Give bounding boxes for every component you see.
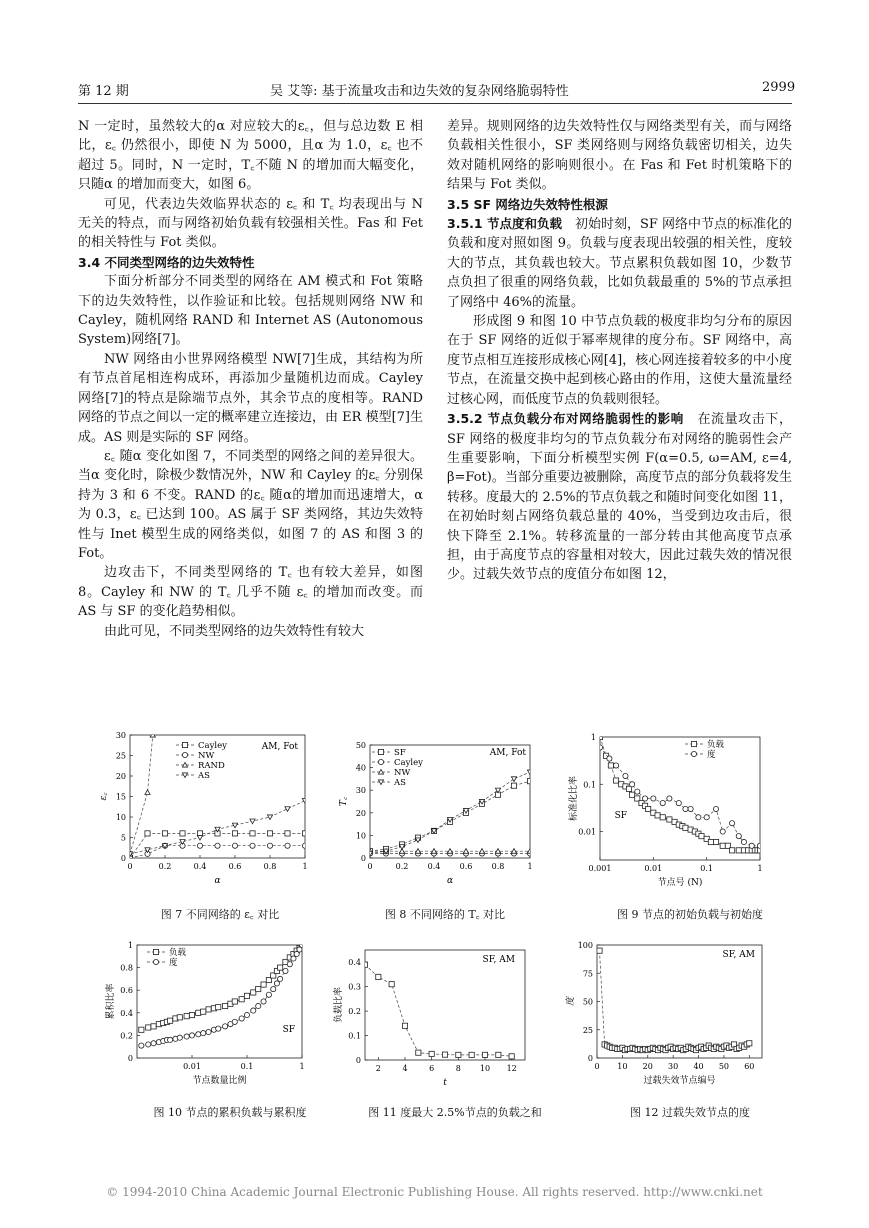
- data-point: [232, 843, 237, 848]
- paragraph: 形成图 9 和图 10 中节点负载的极度非均匀分布的原因在于 SF 网络的近似于幂率规律的度分布。SF 网络中，高度节点相互连接形成核心网[4]，核心网连接着较多的中小度节点，在流量交换中起到核心路由的作用，这使大量流量经过核心网，而低度节点的负载则很轻。: [447, 314, 792, 407]
- data-point: [416, 1050, 421, 1055]
- figure-10: [95, 940, 320, 1100]
- y-tick-label: 50: [355, 741, 366, 750]
- series-line: [365, 965, 512, 1057]
- y-tick-label: 0.4: [348, 958, 361, 968]
- series-line: [141, 945, 302, 1030]
- x-tick-label: 1: [302, 862, 308, 871]
- plot-frame: [130, 735, 305, 858]
- y-axis-label: 标准化比率: [569, 775, 579, 822]
- y-tick-label: 1: [127, 941, 133, 950]
- data-point: [378, 759, 383, 764]
- y-tick-label: 0.6: [120, 986, 133, 996]
- series-3: [127, 671, 160, 856]
- x-axis-label: 节点数量比例: [192, 1076, 247, 1086]
- paragraph: 差异。规则网络的边失效特性仅与网络类型有关，而与网络负载相关性很小，SF 类网络则与网络负载密切相关，边失效对随机网络的影响则很小。在 Fas 和 Fet 时机策略下的结果与 Fot 类似。: [447, 119, 792, 193]
- plot-area: [362, 962, 514, 1059]
- y-axis-label: 度: [566, 996, 576, 1007]
- legend-label: AS: [198, 771, 210, 781]
- data-point: [274, 981, 279, 986]
- y-tick-label: 50: [582, 997, 593, 1007]
- plot-frame: [597, 945, 762, 1058]
- y-tick-label: 10: [355, 831, 366, 841]
- data-point: [720, 843, 725, 848]
- figure-11: [325, 940, 535, 1100]
- x-tick-label: 0: [594, 1062, 600, 1071]
- plot-frame: [600, 737, 760, 860]
- figure-12: [555, 940, 785, 1100]
- data-point: [623, 773, 628, 778]
- caption-fig12: 图 12 过载失效节点的度: [630, 1106, 750, 1119]
- data-point: [216, 1026, 221, 1031]
- x-tick-label: 0: [367, 862, 373, 871]
- data-point: [244, 993, 249, 998]
- data-point: [730, 821, 735, 826]
- legend-label: 负载: [169, 948, 187, 958]
- plot-area: [139, 942, 305, 1048]
- y-tick-label: 25: [582, 1025, 593, 1035]
- data-point: [201, 1009, 206, 1014]
- data-point: [189, 1033, 194, 1038]
- data-point: [232, 831, 237, 836]
- data-point: [145, 790, 150, 795]
- x-tick-label: 0.8: [263, 862, 277, 871]
- data-point: [250, 831, 255, 836]
- y-tick-label: 0: [355, 1056, 361, 1065]
- x-tick-label: 1: [299, 1062, 305, 1071]
- paragraph: 边攻击下，不同类型网络的 T꜀ 也有较大差异，如图 8。Cayley 和 NW 的 T꜀ 几乎不随 ε꜀ 的增加而改变。而 AS 与 SF 的变化趋势相似。: [78, 565, 423, 620]
- data-point: [691, 751, 696, 756]
- subsection-paragraph: [447, 214, 792, 312]
- x-tick-label: 0.6: [459, 862, 473, 871]
- chart-annotation: SF, AM: [722, 950, 755, 960]
- plot-area: [367, 770, 532, 856]
- data-point: [278, 976, 283, 981]
- data-point: [180, 831, 185, 836]
- x-tick-label: 1: [527, 862, 533, 871]
- data-point: [285, 843, 290, 848]
- x-axis-label: 节点号 (N): [657, 878, 703, 888]
- data-point: [527, 770, 532, 775]
- data-point: [151, 1024, 156, 1029]
- data-point: [239, 997, 244, 1002]
- left-text-column: [78, 117, 423, 641]
- series-1: [139, 942, 305, 1032]
- paragraph: 由此可见，不同类型网络的边失效特性有较大: [104, 623, 365, 639]
- data-point: [683, 825, 688, 830]
- data-point: [256, 986, 261, 991]
- y-axis-label: 负载比率: [334, 986, 344, 1024]
- legend-label: RAND: [198, 761, 225, 771]
- series-4: [367, 770, 532, 856]
- data-point: [201, 1031, 206, 1036]
- data-point: [291, 956, 296, 961]
- data-point: [155, 671, 160, 676]
- paragraph: N 一定时，虽然较大的α 对应较大的ε꜀，但与总边数 E 相比，ε꜀ 仍然很小，即使 N 为 5000，且α 为 1.0，ε꜀ 也不超过 5。同时，N 一定时，T꜀不随 N 的增加而大幅变化，只随α 的增加而变大，如图 6。: [78, 119, 423, 193]
- y-axis-label: 累积比率: [106, 983, 116, 1020]
- data-point: [151, 1041, 156, 1046]
- data-point: [146, 1042, 151, 1047]
- data-point: [278, 965, 283, 970]
- subsection-heading: 3.5.2 节点负载分布对网络脆弱性的影响: [447, 411, 684, 427]
- legend-label: 度: [169, 958, 178, 968]
- data-point: [145, 831, 150, 836]
- x-tick-label: 0.8: [491, 862, 505, 871]
- x-tick-label: 0.6: [228, 862, 242, 871]
- data-point: [206, 1007, 211, 1012]
- series-line: [600, 748, 760, 846]
- x-tick-label: 12: [506, 1064, 517, 1073]
- x-tick-label: 10: [479, 1064, 491, 1073]
- data-point: [251, 990, 256, 995]
- data-point: [696, 815, 701, 820]
- y-tick-label: 0: [120, 854, 126, 863]
- data-point: [667, 817, 672, 822]
- data-point: [182, 742, 187, 747]
- caption-fig7: 图 7 不同网络的 ε꜀ 对比: [160, 908, 280, 921]
- x-tick-label: 0.01: [644, 864, 663, 873]
- data-point: [651, 796, 656, 801]
- x-tick-label: 1: [757, 864, 763, 873]
- y-tick-label: 15: [115, 792, 126, 802]
- legend-label: NW: [198, 751, 215, 761]
- x-tick-label: 0.4: [427, 862, 441, 871]
- caption-fig8: 图 8 不同网络的 T꜀ 对比: [384, 908, 506, 921]
- data-point: [196, 1032, 201, 1037]
- data-point: [168, 1018, 173, 1023]
- chart-annotation: SF: [614, 811, 627, 821]
- x-tick-label: 60: [744, 1062, 755, 1071]
- legend-label: AS: [394, 778, 406, 788]
- x-tick-label: 0.2: [158, 862, 172, 871]
- x-tick-label: 0.2: [395, 862, 409, 871]
- data-point: [271, 986, 276, 991]
- plot-frame: [365, 950, 525, 1060]
- y-tick-label: 100: [577, 941, 593, 950]
- x-tick-label: 0.1: [700, 864, 714, 873]
- y-tick-label: 20: [355, 808, 366, 818]
- y-tick-label: 10: [115, 813, 126, 822]
- y-tick-label: 0.3: [348, 982, 361, 992]
- data-point: [660, 800, 665, 805]
- data-point: [660, 815, 665, 820]
- data-point: [757, 843, 762, 848]
- y-axis-label: ε꜀: [99, 792, 109, 801]
- data-point: [232, 1019, 237, 1024]
- data-point: [177, 1015, 182, 1020]
- x-tick-label: 0.01: [183, 1062, 201, 1071]
- data-point: [630, 792, 635, 797]
- data-point: [302, 843, 307, 848]
- legend-label: SF: [394, 748, 406, 758]
- header-title: 吴 艾等: 基于流量攻击和边失效的复杂网络脆弱特性: [270, 84, 569, 99]
- data-point: [153, 959, 158, 964]
- data-point: [699, 834, 704, 839]
- x-tick-label: 4: [402, 1064, 408, 1073]
- data-point: [527, 779, 532, 784]
- paragraph: NW 网络由小世界网络模型 NW[7]生成，其结构为所有节点首尾相连构成环，再添加少量随机边而成。Cayley 网络[7]的特点是除端节点外，其余节点的度相等。RAND 网络的节点之间以一定的概率建立连接边，由 ER 模型[7]生成。AS 则是实际的 SF 网络。: [78, 351, 423, 445]
- legend-label: 度: [707, 750, 716, 760]
- data-point: [527, 849, 532, 854]
- paragraph-text: 初始时刻，SF 网络中节点的标准化的负载和度对照如图 9。负载与度表现出较强的相关性，度较大的节点，其负载也较大。节点累积负载如图 10，少数节点负担了很重的网络负载，比如负载最重的 5%的节点承担了网络中 46%的流量。: [447, 217, 793, 310]
- series-2: [597, 745, 762, 848]
- data-point: [162, 831, 167, 836]
- data-point: [139, 1027, 144, 1032]
- data-point: [720, 829, 725, 834]
- data-point: [196, 1010, 201, 1015]
- y-tick-label: 0.4: [120, 1008, 133, 1018]
- data-point: [206, 1029, 211, 1034]
- series-line: [370, 781, 530, 851]
- plot-area: [597, 734, 762, 853]
- x-tick-label: 0: [127, 862, 133, 871]
- data-point: [496, 1052, 501, 1057]
- data-point: [747, 1041, 752, 1046]
- data-point: [613, 763, 618, 768]
- x-tick-label: 0.4: [193, 862, 207, 871]
- paragraph: 下面分析部分不同类型的网络在 AM 模式和 Fot 策略下的边失效特性，以作验证和比较。包括规则网络 NW 和 Cayley，随机网络 RAND 和 Internet AS (Autonomous System)网络[7]。: [78, 274, 423, 348]
- y-tick-label: 0.01: [578, 827, 596, 837]
- y-tick-label: 0: [587, 1054, 593, 1063]
- chart-annotation: SF, AM: [482, 955, 515, 965]
- y-tick-label: 0.1: [583, 780, 596, 790]
- data-point: [285, 807, 290, 812]
- caption-fig11: 图 11 度最大 2.5%节点的负载之和: [368, 1106, 542, 1119]
- data-point: [266, 992, 271, 997]
- data-point: [389, 982, 394, 987]
- data-point: [189, 1012, 194, 1017]
- paragraph: 可见，代表边失效临界状态的 ε꜀ 和 T꜀ 均表现出与 N 无关的特点，而与网络初始负载有较强相关性。Fas 和 Fet 的相关特性与 Fot 类似。: [78, 196, 423, 251]
- data-point: [597, 734, 602, 739]
- y-tick-label: 20: [115, 772, 126, 781]
- y-tick-label: 0.2: [120, 1031, 133, 1041]
- x-tick-label: 0.1: [240, 1062, 254, 1071]
- data-point: [655, 813, 660, 818]
- data-point: [184, 1014, 189, 1019]
- y-tick-label: 75: [582, 969, 593, 979]
- data-point: [642, 796, 647, 801]
- data-point: [267, 831, 272, 836]
- data-point: [287, 962, 292, 967]
- data-point: [511, 777, 516, 782]
- right-text-column: [447, 117, 792, 585]
- data-point: [511, 783, 516, 788]
- header-rule: [78, 103, 792, 104]
- data-point: [153, 949, 158, 954]
- paragraph-text: 在流量攻击下，SF 网络的极度非均匀的节点负载分布对网络的脆弱性会产生重要影响，下面分析模型实例 F(α=0.5, ω=AM, ε=4, β=Fot)。当部分重要边被删除，高度节点的部分负载将发生转移。度最大的 2.5%的节点负载之和随时间变化如图 11，在初始时刻占网络负载总量的 40%，当受到边攻击后，很快下降至 2.1%。转移流量的一部分转由其他高度节点承担，由于高度节点的容量相对较大，因此过载失效的情况很少。过载失效节点的度值分布如图 12，: [447, 412, 792, 583]
- data-point: [708, 839, 713, 844]
- data-point: [267, 815, 272, 820]
- figure-7: [100, 730, 310, 895]
- data-point: [250, 843, 255, 848]
- data-point: [239, 1016, 244, 1021]
- data-point: [177, 1035, 182, 1040]
- data-point: [429, 1051, 434, 1056]
- paragraph: ε꜀ 随α 变化如图 7，不同类型的网络之间的差异很大。当α 变化时，除极少数情况外，NW 和 Cayley 的ε꜀ 分别保持为 3 和 6 不变。RAND 的ε꜀ 随α的增加而迅速增大，α 为 0.3，ε꜀ 已达到 100。AS 属于 SF 类网络，其边失效特性与 Inet 模型生成的网络类似，如图 7 的 AS 和图 3 的 Fot。: [78, 448, 423, 561]
- data-point: [223, 1024, 228, 1029]
- data-point: [261, 982, 266, 987]
- data-point: [223, 1003, 228, 1008]
- series-line: [600, 737, 760, 850]
- data-point: [402, 1023, 407, 1028]
- series-1: [362, 962, 514, 1059]
- data-point: [646, 806, 651, 811]
- data-point: [704, 815, 709, 820]
- legend-label: NW: [394, 768, 411, 778]
- data-point: [456, 1052, 461, 1057]
- data-point: [736, 834, 741, 839]
- y-tick-label: 40: [355, 763, 366, 773]
- data-point: [146, 1025, 151, 1030]
- y-tick-label: 0: [127, 1054, 133, 1063]
- data-point: [216, 1005, 221, 1010]
- data-point: [741, 839, 746, 844]
- data-point: [139, 1043, 144, 1048]
- x-tick-label: 50: [718, 1062, 730, 1071]
- x-tick-label: 8: [455, 1064, 461, 1073]
- data-point: [469, 1052, 474, 1057]
- data-point: [749, 843, 754, 848]
- legend-label: Cayley: [394, 758, 423, 768]
- y-tick-label: 30: [355, 786, 366, 796]
- caption-fig9: 图 9 节点的初始负载与初始度: [617, 908, 763, 921]
- section-heading: 3.4 不同类型网络的边失效特性: [78, 254, 255, 270]
- x-tick-label: 20: [642, 1062, 653, 1071]
- caption-fig10: 图 10 节点的累积负载与累积度: [153, 1106, 307, 1119]
- series-1: [597, 948, 752, 1053]
- data-point: [362, 962, 367, 967]
- copyright-footer: © 1994-2010 China Academic Journal Electronic Publishing House. All rights reserved. http://www.cnki.net: [106, 1185, 763, 1199]
- data-point: [302, 799, 307, 804]
- data-point: [630, 782, 635, 787]
- data-point: [215, 843, 220, 848]
- legend-label: Cayley: [198, 741, 227, 751]
- section-heading: 3.5 SF 网络边失效特性根源: [447, 196, 608, 212]
- data-point: [482, 1052, 487, 1057]
- data-point: [267, 843, 272, 848]
- data-point: [613, 778, 618, 783]
- series-2: [139, 942, 305, 1048]
- x-axis-label: t: [443, 1078, 447, 1088]
- data-point: [168, 1037, 173, 1042]
- x-tick-label: 0.001: [588, 864, 612, 873]
- data-point: [283, 968, 288, 973]
- y-tick-label: 5: [120, 833, 126, 843]
- data-point: [376, 974, 381, 979]
- data-point: [688, 806, 693, 811]
- plot-area: [597, 948, 752, 1053]
- data-point: [197, 843, 202, 848]
- header-issue: 第 12 期: [78, 84, 129, 99]
- x-axis-label: 过载失效节点编号: [643, 1076, 716, 1086]
- data-point: [607, 756, 612, 761]
- data-point: [184, 1034, 189, 1039]
- data-point: [261, 999, 266, 1004]
- x-tick-label: 6: [429, 1064, 435, 1073]
- data-point: [608, 763, 613, 768]
- data-point: [251, 1008, 256, 1013]
- data-point: [256, 1003, 261, 1008]
- series-1: [367, 779, 532, 854]
- series-line: [130, 674, 158, 854]
- x-axis-label: α: [214, 876, 221, 886]
- y-tick-label: 0.2: [348, 1007, 361, 1017]
- x-tick-label: 2: [375, 1064, 381, 1073]
- data-point: [713, 806, 718, 811]
- data-point: [302, 831, 307, 836]
- x-axis-label: α: [446, 876, 454, 886]
- y-tick-label: 1: [590, 733, 596, 742]
- data-point: [626, 786, 631, 791]
- series-line: [600, 951, 750, 1050]
- data-point: [299, 942, 304, 947]
- subsection-paragraph: [447, 409, 792, 585]
- data-point: [597, 948, 602, 953]
- data-point: [285, 831, 290, 836]
- data-point: [713, 839, 718, 844]
- subsection-heading: 3.5.1 节点度和负载: [447, 216, 562, 232]
- figure-8: [340, 740, 540, 895]
- data-point: [509, 1054, 514, 1059]
- data-point: [683, 806, 688, 811]
- chart-annotation: AM, Fot: [261, 742, 298, 752]
- data-point: [597, 745, 602, 750]
- data-point: [635, 789, 640, 794]
- series-line: [141, 945, 302, 1046]
- data-point: [676, 800, 681, 805]
- data-point: [667, 796, 672, 801]
- x-tick-label: 10: [617, 1062, 628, 1071]
- x-tick-label: 40: [693, 1062, 704, 1071]
- figure-9: [555, 732, 785, 897]
- x-tick-label: 30: [668, 1062, 679, 1071]
- header-page-number: 2999: [762, 80, 796, 95]
- data-point: [730, 848, 735, 853]
- y-tick-label: 30: [115, 731, 126, 740]
- data-point: [182, 752, 187, 757]
- data-point: [691, 741, 696, 746]
- y-tick-label: 0: [360, 854, 366, 863]
- y-tick-label: 25: [115, 751, 126, 761]
- data-point: [232, 999, 237, 1004]
- chart-annotation: SF: [282, 1025, 295, 1035]
- data-point: [736, 848, 741, 853]
- data-point: [244, 1012, 249, 1017]
- legend-label: 负载: [707, 740, 725, 750]
- data-point: [442, 1052, 447, 1057]
- chart-annotation: AM, Fot: [489, 748, 526, 758]
- y-tick-label: 0.1: [348, 1031, 361, 1041]
- y-tick-label: 0.8: [120, 963, 133, 973]
- data-point: [378, 749, 383, 754]
- y-axis-label: T꜀: [339, 796, 349, 807]
